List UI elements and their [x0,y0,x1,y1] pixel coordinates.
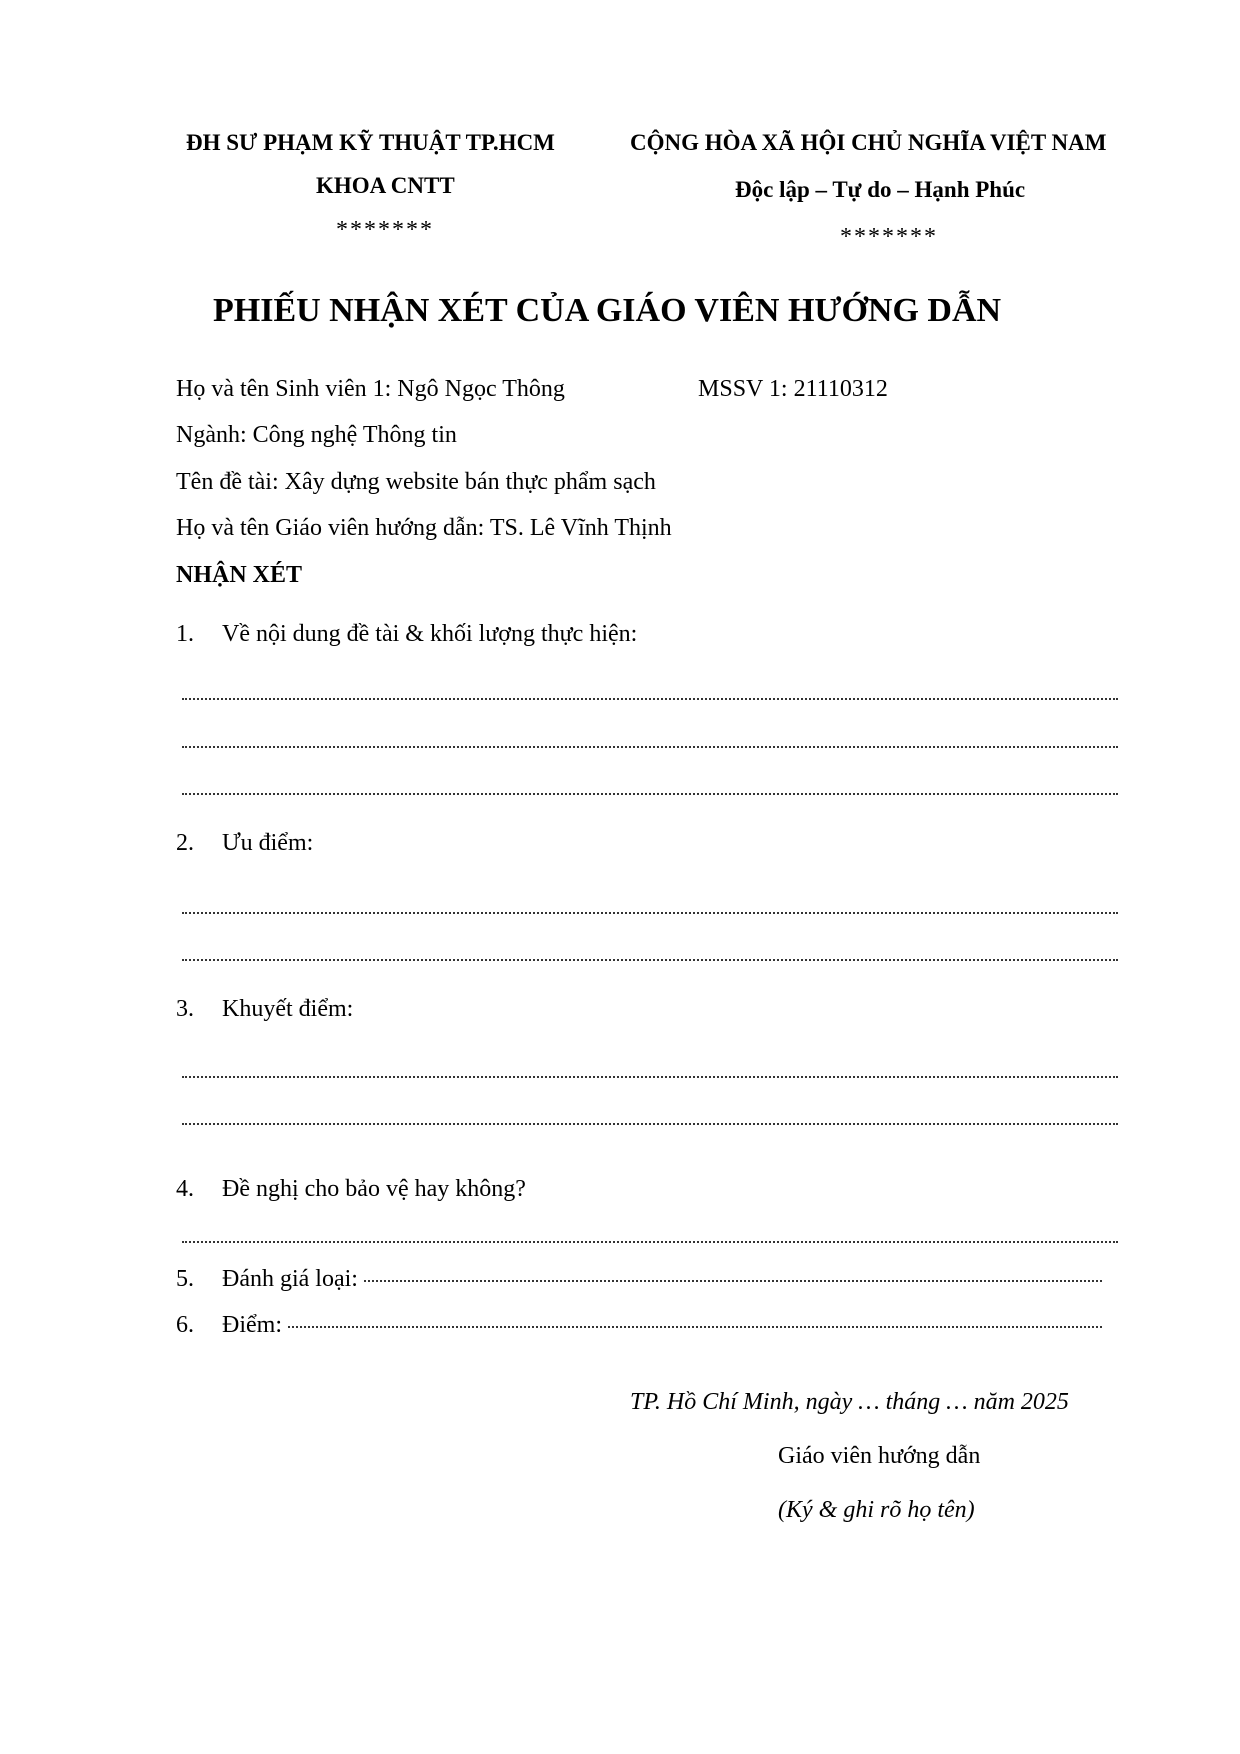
student-name: Họ và tên Sinh viên 1: Ngô Ngọc Thông [176,376,565,402]
answer-line[interactable] [182,746,1118,748]
item-label: Khuyết điểm: [222,996,354,1022]
answer-line[interactable] [182,698,1118,700]
item-label: Điểm: [222,1312,282,1338]
item-number: 1. [176,621,194,647]
answer-line[interactable] [182,1123,1118,1125]
item-strengths [176,830,313,857]
student-id: MSSV 1: 21110312 [698,376,888,402]
answer-line[interactable] [182,1076,1118,1078]
item-label: Đánh giá loại: [222,1266,358,1292]
section-heading: NHẬN XÉT [176,562,303,588]
faculty-name: KHOA CNTT [316,173,455,198]
item-rating [176,1266,1102,1293]
answer-line[interactable] [182,959,1118,961]
answer-line[interactable] [182,912,1118,914]
answer-line[interactable] [182,793,1118,795]
university-name: ĐH SƯ PHẠM KỸ THUẬT TP.HCM [186,130,555,155]
answer-line[interactable] [182,1241,1118,1243]
answer-line[interactable] [288,1326,1102,1328]
supervisor: Họ và tên Giáo viên hướng dẫn: TS. Lê Vĩnh Thịnh [176,515,672,541]
right-header-stars: ******* [840,224,938,250]
form-title: PHIẾU NHẬN XÉT CỦA GIÁO VIÊN HƯỚNG DẪN [213,292,1002,329]
item-weaknesses [176,996,353,1023]
signature-note: (Ký & ghi rõ họ tên) [778,1497,975,1523]
item-number: 3. [176,996,194,1022]
signer-role: Giáo viên hướng dẫn [778,1443,981,1469]
item-number: 6. [176,1312,194,1338]
item-label: Ưu điểm: [222,830,314,856]
item-label: Về nội dung đề tài & khối lượng thực hiện: [222,621,638,647]
country-name: CỘNG HÒA XÃ HỘI CHỦ NGHĨA VIỆT NAM [630,130,1107,155]
item-label: Đề nghị cho bảo vệ hay không? [222,1176,526,1202]
item-number: 5. [176,1266,194,1292]
major: Ngành: Công nghệ Thông tin [176,422,457,448]
left-header-stars: ******* [336,217,434,243]
item-number: 4. [176,1176,194,1202]
item-defense-recommendation [176,1176,526,1203]
item-content [176,621,637,648]
item-score [176,1312,1102,1339]
place-date: TP. Hồ Chí Minh, ngày … tháng … năm 2025 [630,1389,1069,1415]
answer-line[interactable] [364,1280,1102,1282]
motto: Độc lập – Tự do – Hạnh Phúc [735,177,1026,202]
item-number: 2. [176,830,194,856]
topic: Tên đề tài: Xây dựng website bán thực phẩm sạch [176,469,656,495]
